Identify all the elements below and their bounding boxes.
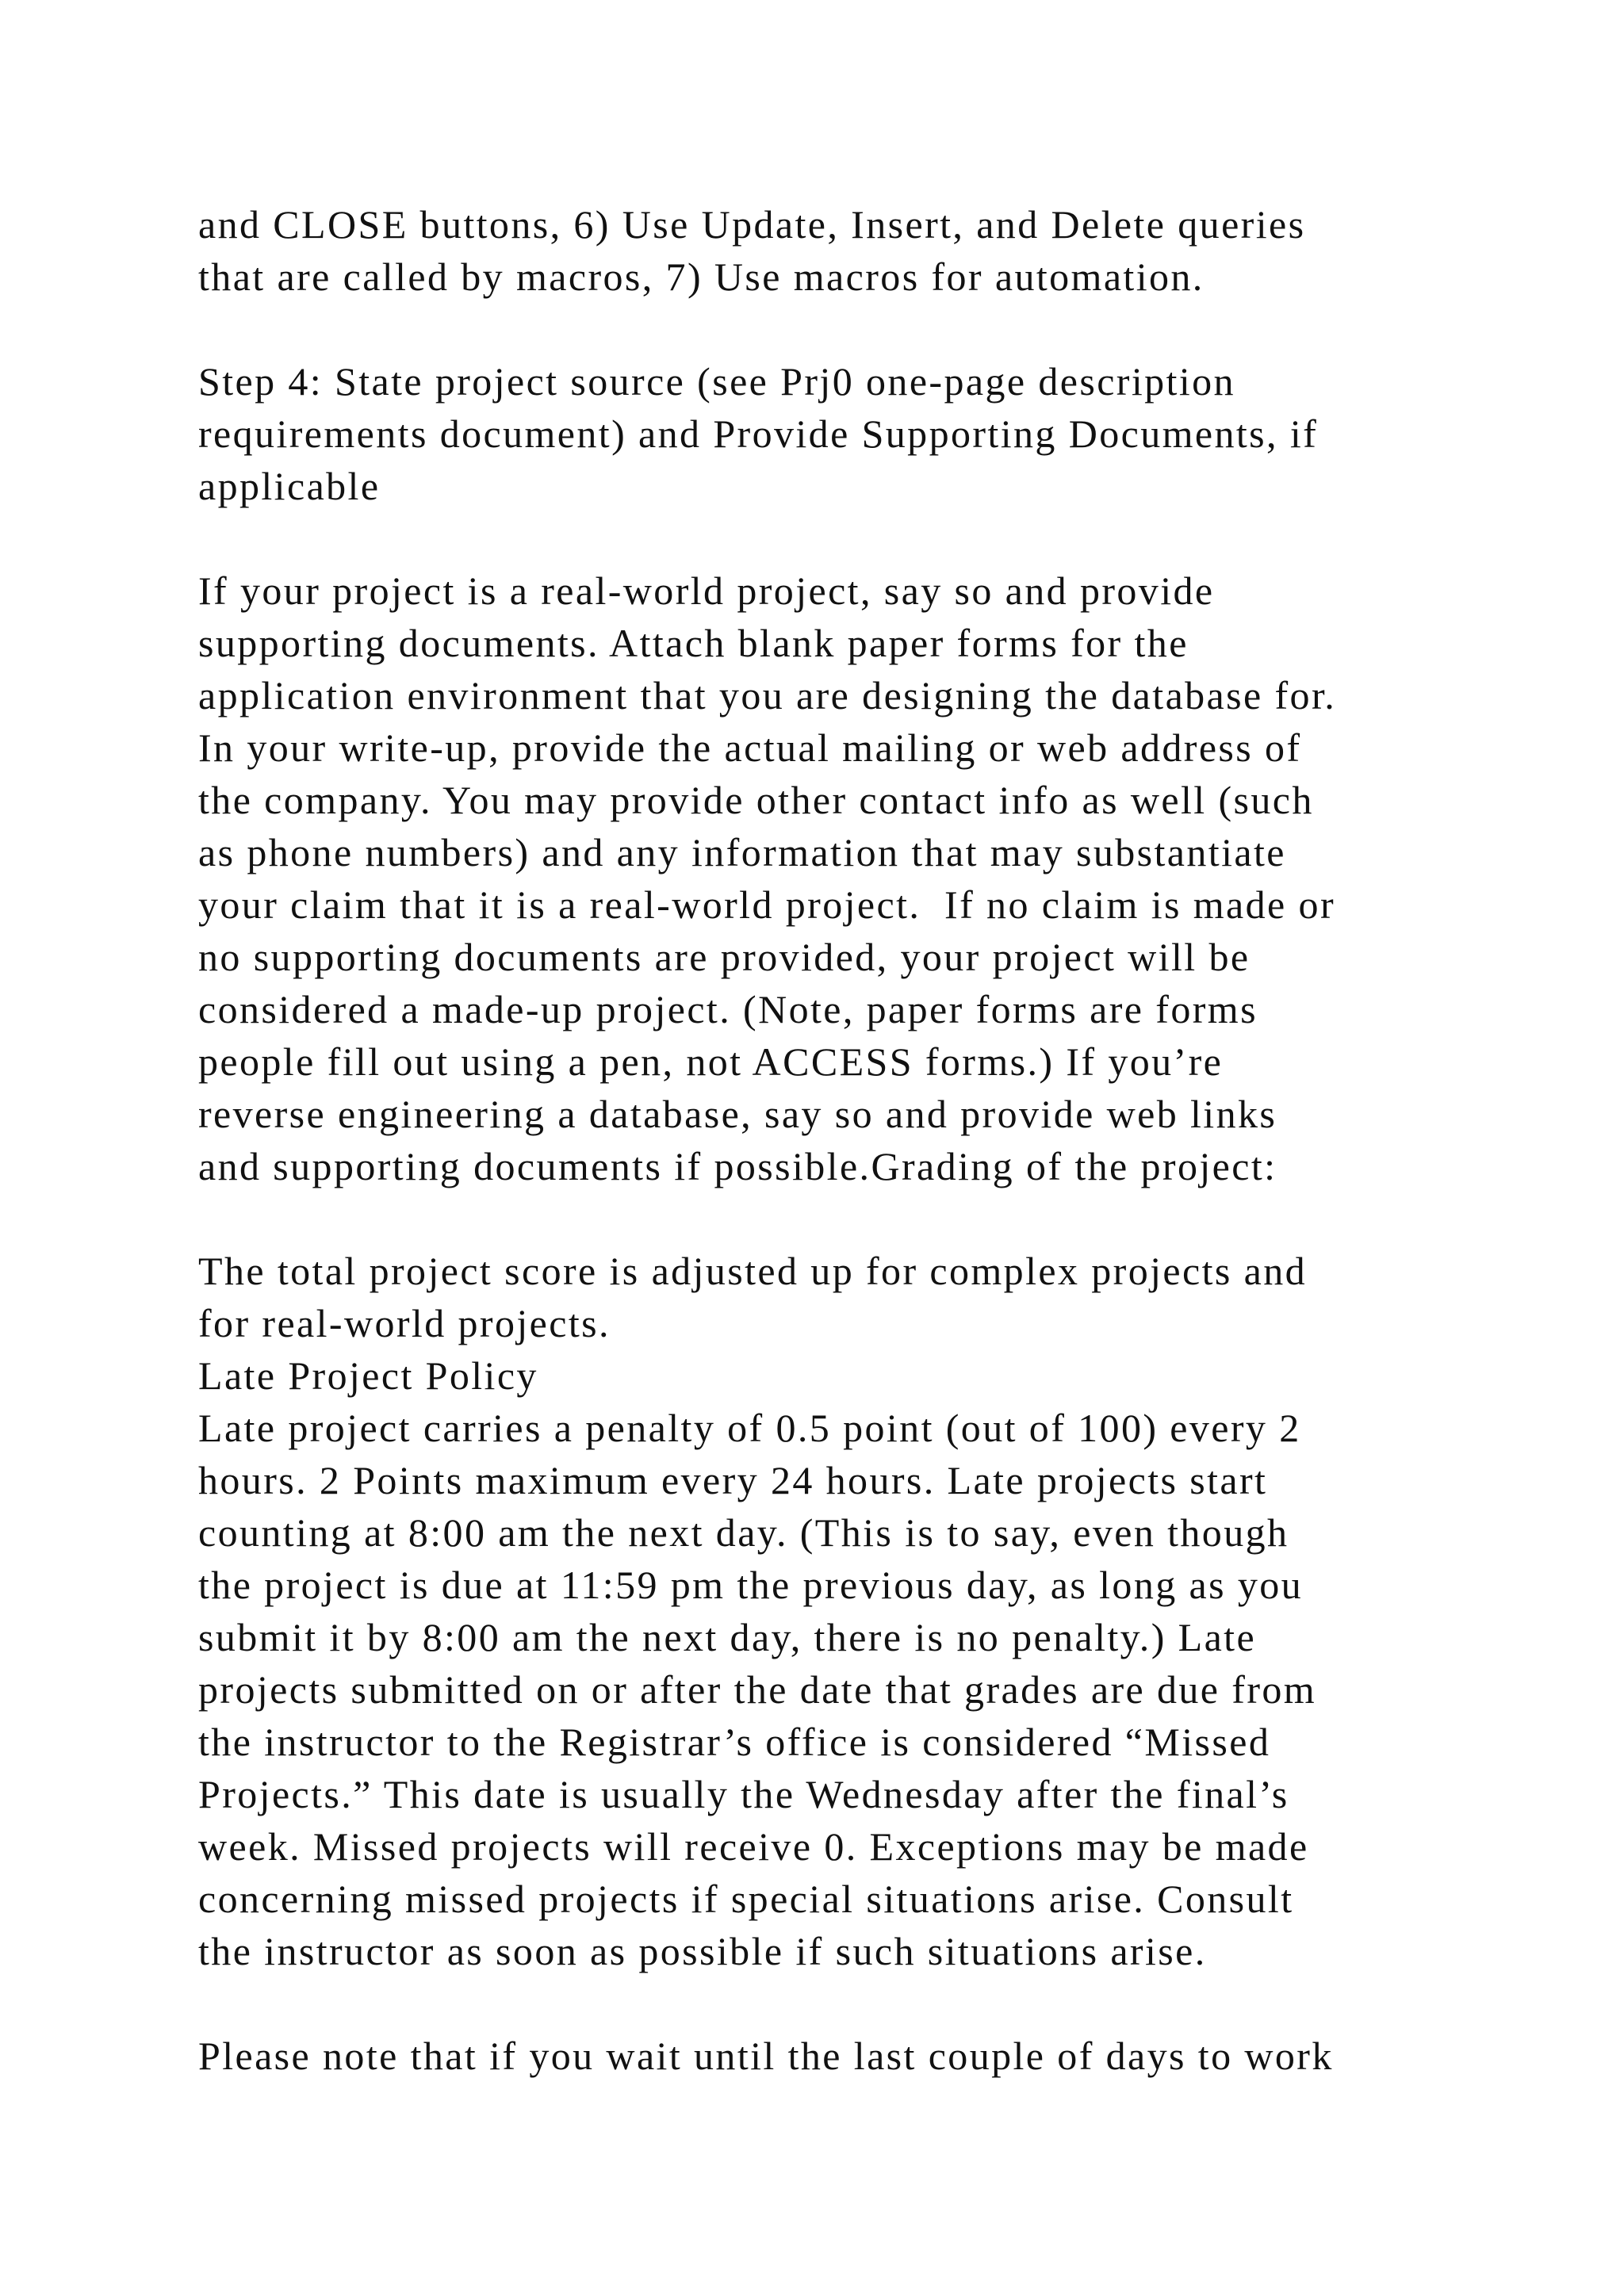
text-line: as phone numbers) and any information that may substantiate (198, 830, 1286, 874)
text-line: application environment that you are designing the database for. (198, 673, 1337, 718)
text-line: for real-world projects. (198, 1301, 611, 1345)
text-line: Step 4: State project source (see Prj0 one-page description (198, 359, 1235, 404)
text-line: counting at 8:00 am the next day. (This is to say, even though (198, 1510, 1289, 1555)
text-line: applicable (198, 464, 381, 508)
text-line: your claim that it is a real-world project. If no claim is made or (198, 882, 1335, 927)
text-line: Please note that if you wait until the last couple of days to work (198, 2034, 1334, 2078)
text-line: and supporting documents if possible.Grading of the project: (198, 1144, 1277, 1188)
text-line: hours. 2 Points maximum every 24 hours. Late projects start (198, 1458, 1268, 1502)
text-line: reverse engineering a database, say so and provide web links (198, 1092, 1277, 1136)
text-line: the company. You may provide other contact info as well (such (198, 778, 1314, 822)
text-line: In your write-up, provide the actual mailing or web address of (198, 725, 1302, 770)
text-line: supporting documents. Attach blank paper forms for the (198, 621, 1189, 665)
text-line: Late project carries a penalty of 0.5 point (out of 100) every 2 (198, 1406, 1301, 1450)
text-line: The total project score is adjusted up for complex projects and (198, 1249, 1308, 1293)
text-line: and CLOSE buttons, 6) Use Update, Insert, and Delete queries (198, 202, 1306, 247)
text-line: Projects.” This date is usually the Wednesday after the final’s (198, 1772, 1289, 1816)
text-line: the instructor to the Registrar’s office is considered “Missed (198, 1720, 1271, 1764)
text-line: no supporting documents are provided, your project will be (198, 935, 1251, 979)
text-line: concerning missed projects if special situations arise. Consult (198, 1877, 1294, 1921)
text-line: projects submitted on or after the date that grades are due from (198, 1667, 1317, 1712)
text-line: considered a made-up project. (Note, paper forms are forms (198, 987, 1258, 1031)
text-line: If your project is a real-world project, say so and provide (198, 568, 1215, 613)
text-line: that are called by macros, 7) Use macros for automation. (198, 254, 1205, 299)
text-line: people fill out using a pen, not ACCESS forms.) If you’re (198, 1039, 1224, 1084)
text-line: requirements document) and Provide Supporting Documents, if (198, 411, 1319, 456)
text-line: the project is due at 11:59 pm the previous day, as long as you (198, 1563, 1304, 1607)
text-line: submit it by 8:00 am the next day, there is no penalty.) Late (198, 1615, 1257, 1659)
text-line: week. Missed projects will receive 0. Exceptions may be made (198, 1824, 1309, 1869)
section-heading: Late Project Policy (198, 1353, 538, 1398)
text-line: the instructor as soon as possible if such situations arise. (198, 1929, 1207, 1973)
